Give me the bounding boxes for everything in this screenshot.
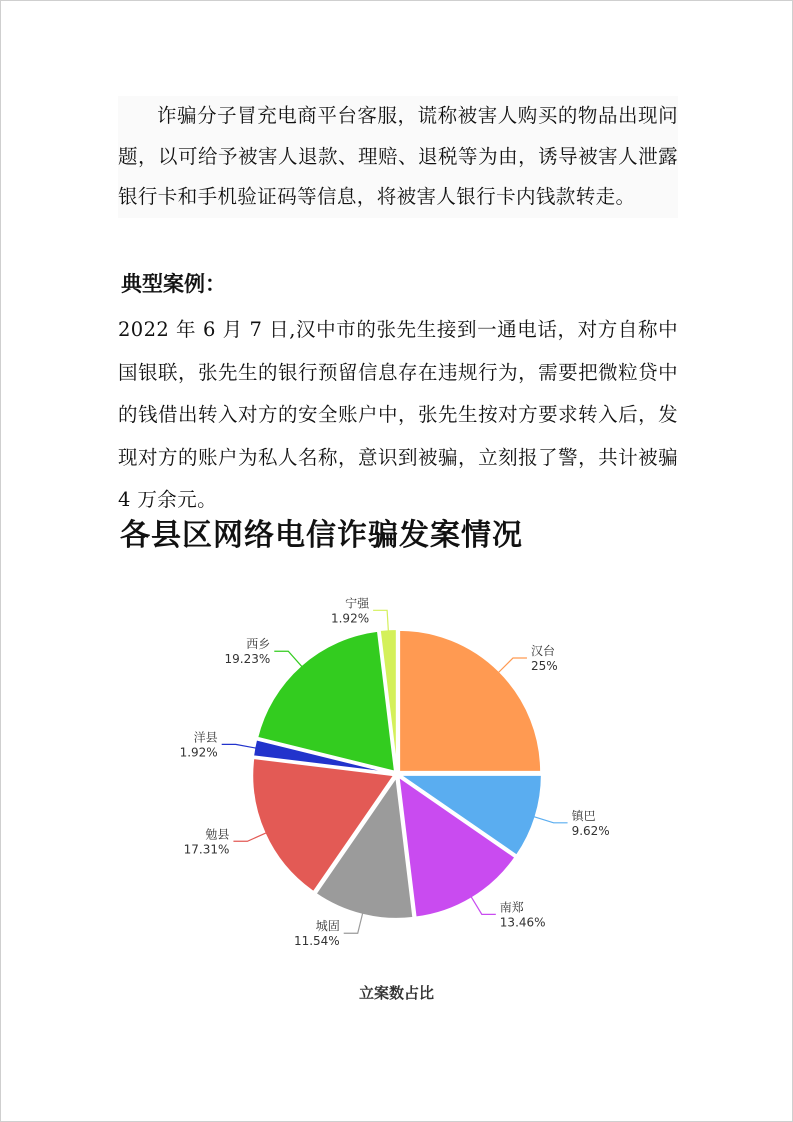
leader-line-7: [373, 610, 388, 631]
leader-line-4: [233, 833, 266, 842]
leader-line-0: [498, 658, 527, 673]
leader-line-2: [471, 896, 496, 914]
leader-line-3: [344, 913, 363, 933]
slice-name-label-6: 西乡: [246, 637, 271, 652]
leader-line-6: [274, 651, 302, 667]
slice-percent-label-5: 1.92%: [179, 745, 218, 760]
slice-name-label-4: 勉县: [205, 827, 230, 842]
slice-name-label-5: 洋县: [193, 730, 218, 745]
leader-line-5: [222, 744, 257, 748]
slice-percent-label-0: 25%: [530, 659, 558, 674]
slice-percent-label-2: 13.46%: [499, 915, 546, 930]
case-paragraph: 2022 年 6 月 7 日,汉中市的张先生接到一通电话，对方自称中国银联，张先生的银行预留信息存在违规行为，需要把微粒贷中的钱借出转入对方的安全账户中，张先生按对方要求转入后，发现对方的账户为私人名称，意识到被骗，立刻报了警，共计被骗 4 万余元。: [118, 318, 678, 511]
pie-chart: [150, 590, 650, 960]
chart-title: 立案数占比: [358, 984, 434, 1002]
slice-percent-label-4: 17.31%: [183, 842, 230, 857]
intro-paragraph: 诈骗分子冒充电商平台客服，谎称被害人购买的物品出现问题，以可给予被害人退款、理赔、退税等为由，诱导被害人泄露银行卡和手机验证码等信息，将被害人银行卡内钱款转走。: [118, 96, 678, 218]
slice-name-label-7: 宁强: [345, 596, 370, 611]
slice-percent-label-6: 19.23%: [224, 652, 271, 667]
slice-percent-label-3: 11.54%: [293, 934, 340, 949]
slice-percent-label-7: 1.92%: [330, 611, 370, 626]
slice-name-label-1: 镇巴: [571, 808, 596, 823]
case-heading: 典型案例：: [121, 272, 226, 296]
section-title: 各县区网络电信诈骗发案情况: [120, 518, 523, 553]
slice-percent-label-1: 9.62%: [571, 823, 610, 838]
slice-name-label-0: 汉台: [530, 644, 555, 659]
leader-line-1: [534, 817, 568, 823]
pie-slice-0: [399, 630, 541, 772]
slice-name-label-2: 南郑: [499, 900, 524, 915]
slice-name-label-3: 城固: [315, 919, 340, 934]
